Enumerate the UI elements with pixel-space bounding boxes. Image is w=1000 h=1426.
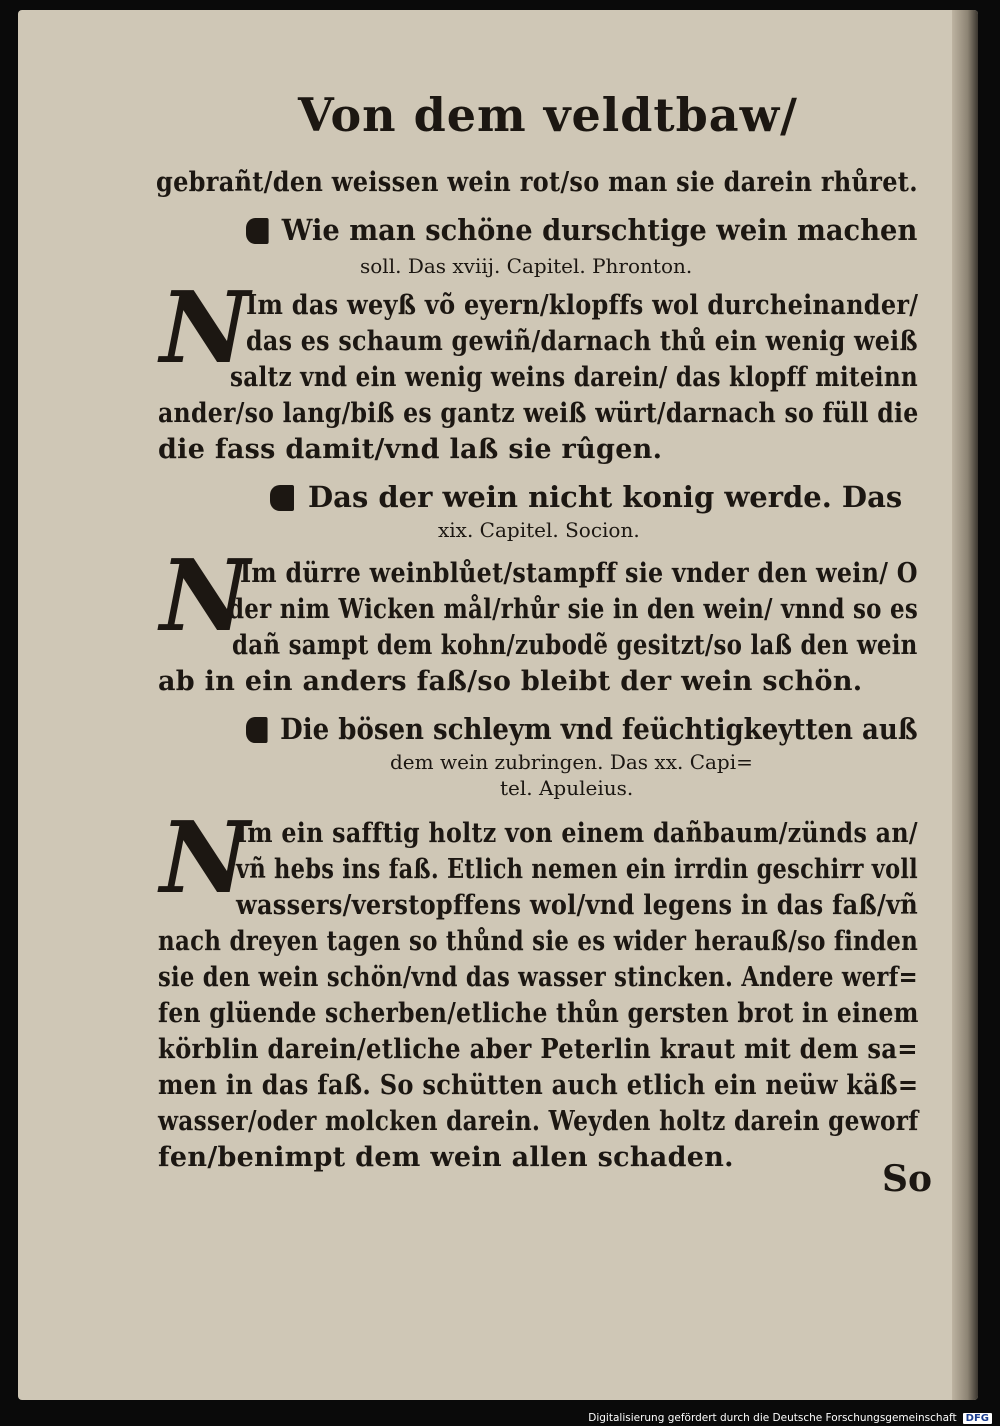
pilcrow-icon — [246, 717, 268, 743]
text-line: gebrañt/den weissen wein rot/so man sie darein rhůret. — [156, 167, 918, 198]
chapter-title: Die bösen schleym vnd feüchtigkeytten auß — [280, 712, 918, 746]
text-line: dañ sampt dem kohn/zubodẽ gesitzt/so laß den wein — [232, 630, 918, 661]
text-line: wasser/oder molcken darein. Weyden holtz darein geworf — [158, 1106, 919, 1137]
text-line: Im das weyß võ eyern/klopffs wol durcheinander/ — [246, 290, 919, 321]
running-head: Von dem veldtbaw/ — [298, 88, 798, 142]
chapter-heading — [246, 213, 917, 247]
pilcrow-icon — [246, 218, 269, 244]
text-line: körblin darein/etliche aber Peterlin kraut mit dem sa= — [158, 1034, 918, 1065]
text-line: fen glüende scherben/etliche thůn gersten brot in einem — [158, 998, 919, 1029]
page-text — [18, 10, 978, 1400]
pilcrow-icon — [270, 485, 294, 511]
chapter-heading — [246, 712, 918, 746]
text-line: fen/benimpt dem wein allen schaden. — [158, 1142, 734, 1173]
text-line: men in das faß. So schütten auch etlich ein neüw käß= — [158, 1070, 919, 1101]
text-line: sie den wein schön/vnd das wasser stincken. Andere werf= — [158, 962, 918, 993]
text-line: ab in ein anders faß/so bleibt der wein schön. — [158, 666, 863, 697]
chapter-subtitle: tel. Apuleius. — [500, 776, 634, 800]
catchword: So — [881, 1158, 932, 1200]
chapter-subtitle: soll. Das xviij. Capitel. Phronton. — [360, 254, 693, 278]
text-line: der nim Wicken mål/rhůr sie in den wein/ vnnd so es — [228, 594, 919, 625]
digitization-footer — [588, 1412, 992, 1424]
text-line: wassers/verstopffens wol/vnd legens in das faß/vñ — [236, 890, 919, 921]
dropcap-initial: N — [160, 801, 250, 916]
book-page — [18, 10, 978, 1400]
text-line: nach dreyen tagen so thůnd sie es wider herauß/so finden — [158, 926, 919, 957]
chapter-subtitle: xix. Capitel. Socion. — [438, 518, 640, 542]
text-line: Im ein safftig holtz von einem dañbaum/zünds an/ — [236, 818, 918, 849]
funding-credit: Digitalisierung gefördert durch die Deutsche Forschungsgemeinschaft — [588, 1412, 957, 1424]
text-line: Im dürre weinblůet/stampff sie vnder den wein/ O — [240, 558, 918, 589]
dropcap-initial: N — [160, 539, 250, 654]
chapter-title: Das der wein nicht konig werde. Das — [308, 480, 903, 514]
text-line: ander/so lang/biß es gantz weiß würt/darnach so füll die — [158, 398, 919, 429]
chapter-heading — [270, 480, 902, 514]
dropcap-initial: N — [160, 271, 250, 386]
text-line: die fass damit/vnd laß sie rûgen. — [158, 434, 663, 465]
text-line: saltz vnd ein wenig weins darein/ das klopff miteinn — [230, 362, 918, 393]
chapter-title: Wie man schöne durschtige wein machen — [281, 213, 918, 247]
dfg-logo: DFG — [963, 1413, 992, 1424]
chapter-subtitle: dem wein zubringen. Das xx. Capi= — [390, 750, 753, 774]
text-line: das es schaum gewiñ/darnach thů ein wenig weiß — [246, 326, 918, 357]
text-line: vñ hebs ins faß. Etlich nemen ein irrdin geschirr voll — [236, 854, 918, 885]
